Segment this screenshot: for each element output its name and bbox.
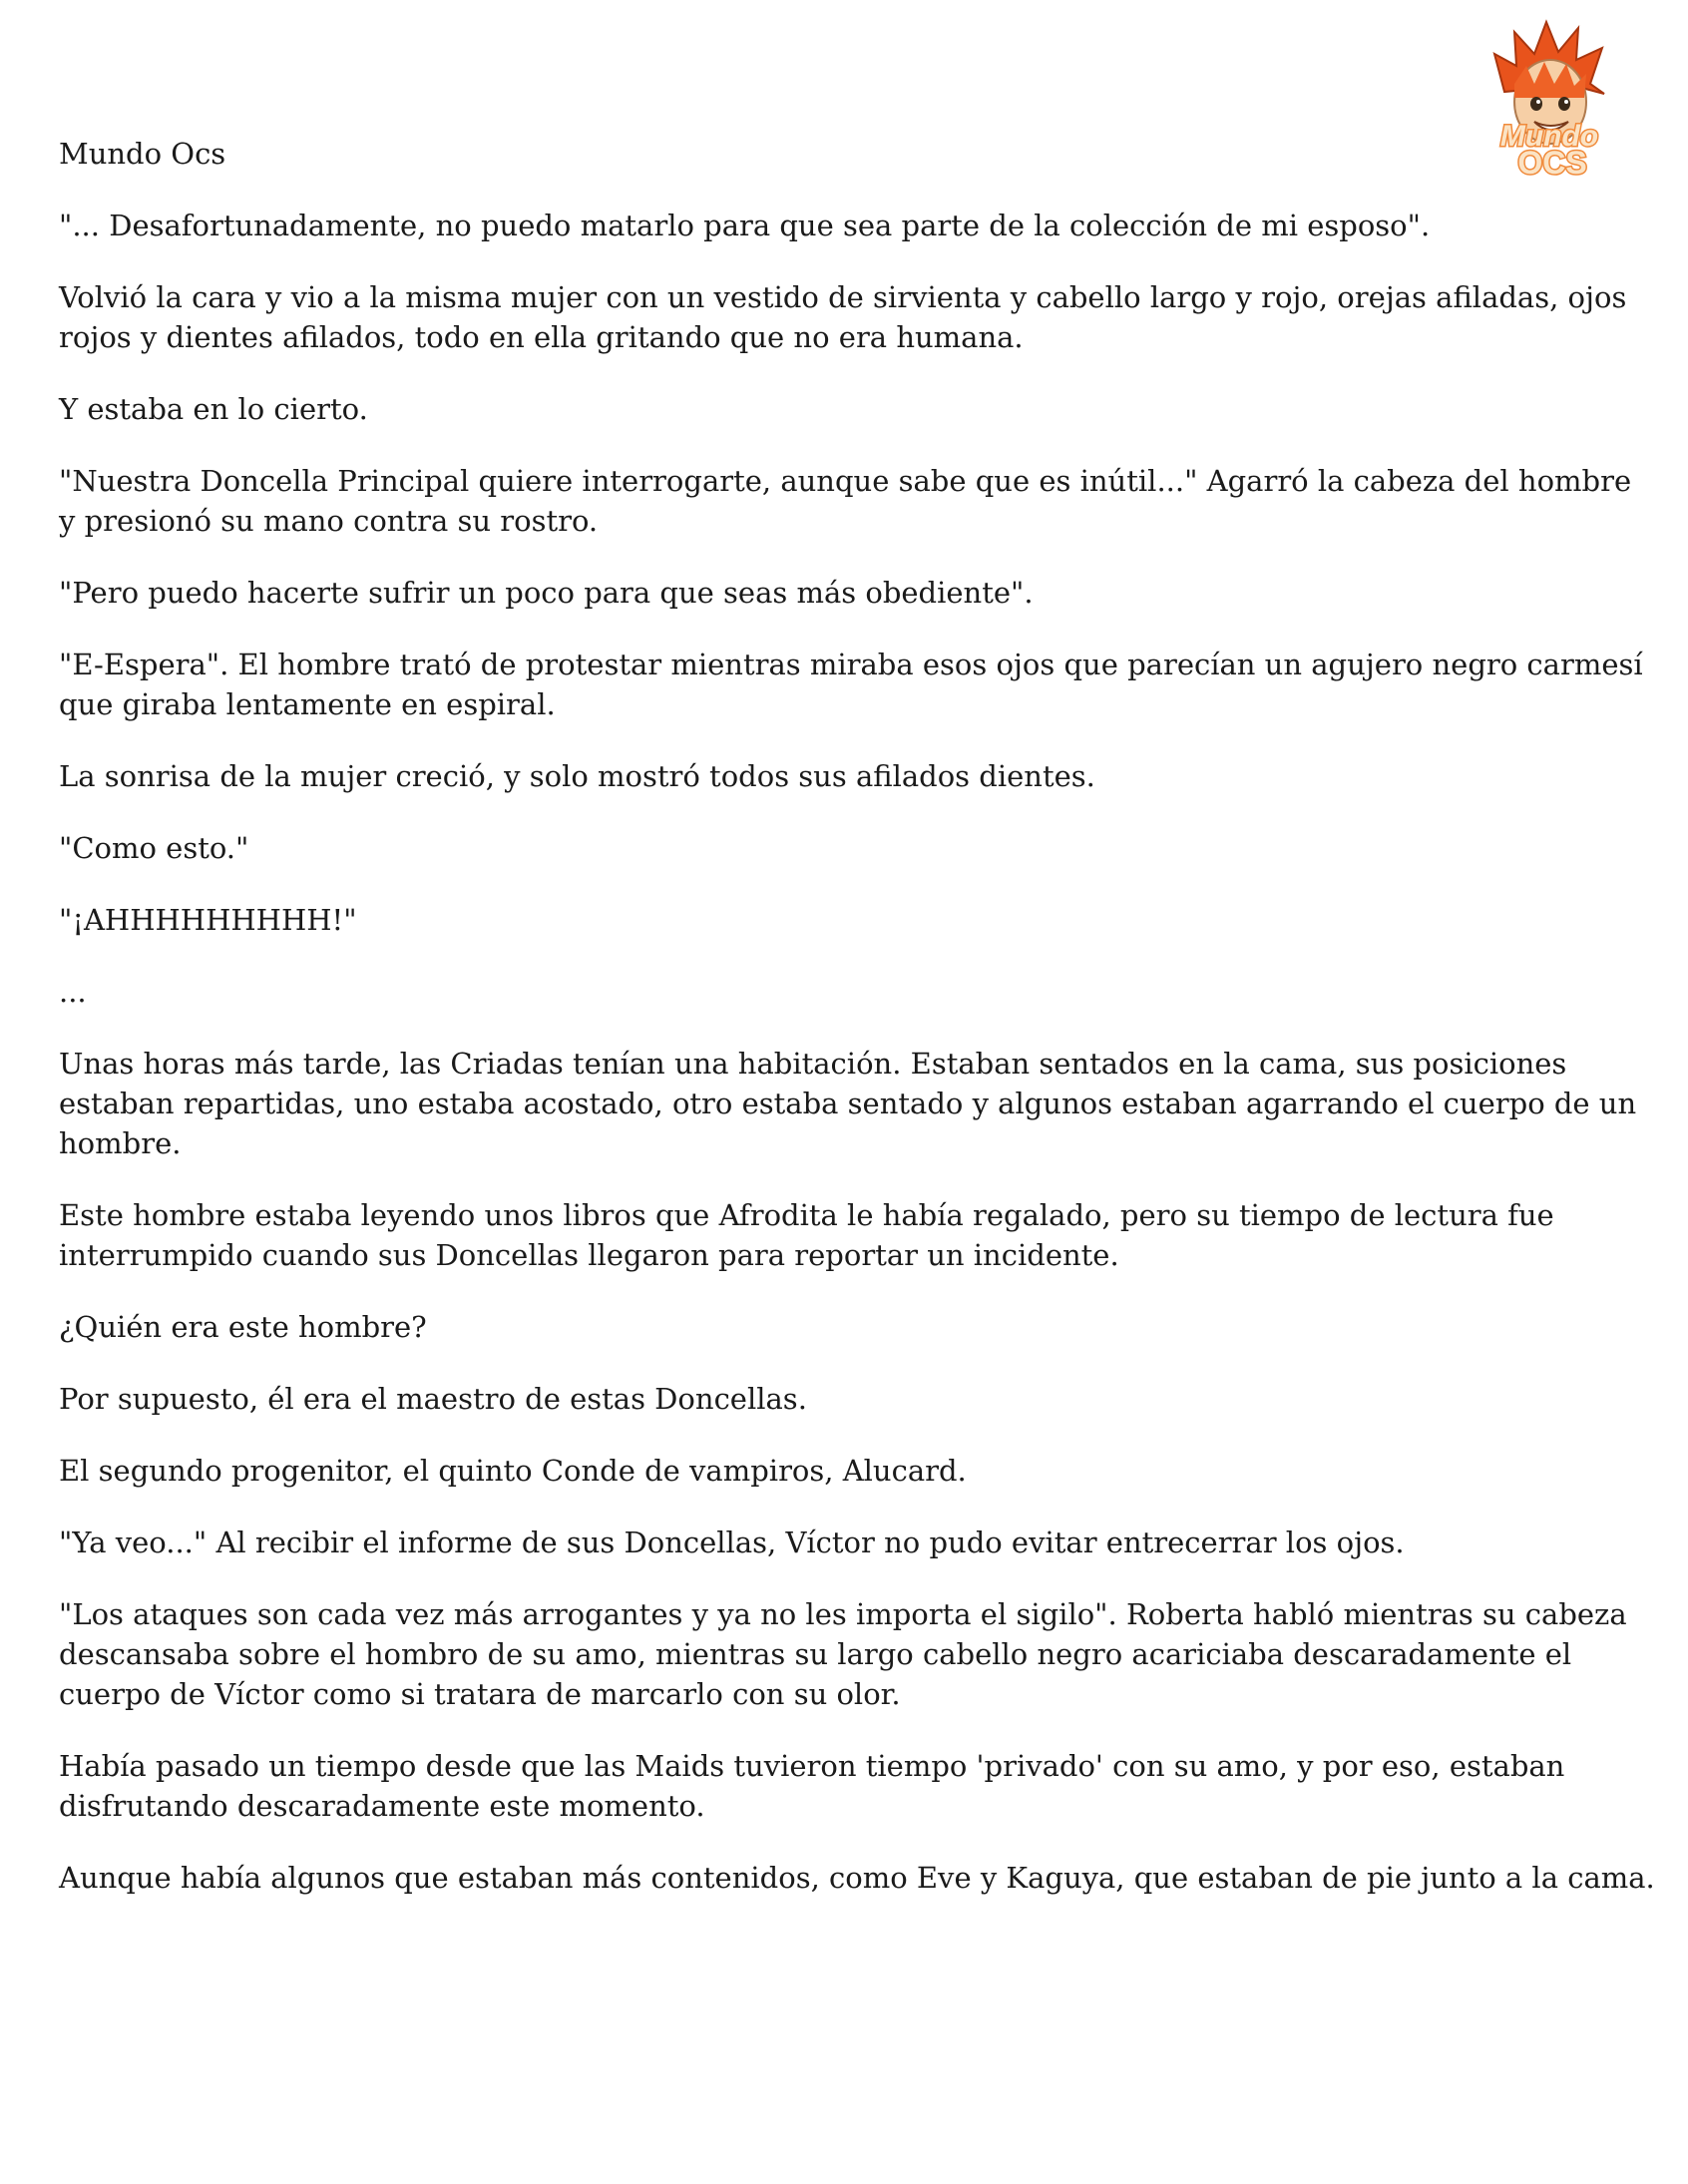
paragraph-11: Unas horas más tarde, las Criadas tenían una habitación. Estaban sentados en la cama, sus posiciones estaban repartidas, uno estaba acostado, otro estaba sentado y algunos estaban agarrando el cuerpo de un hombre.	[59, 1047, 1637, 1160]
paragraph-15: El segundo progenitor, el quinto Conde de vampiros, Alucard.	[59, 1454, 967, 1488]
logo-text-line2: OCS	[1517, 145, 1587, 181]
paragraph-17: "Los ataques son cada vez más arrogantes y ya no les importa el sigilo". Roberta habló mientras su cabeza descansaba sobre el hombro de su amo, mientras su largo cabello negro acariciaba descaradamente el cuerpo de Víctor como si tratara de marcarlo con su olor.	[59, 1597, 1627, 1711]
logo-text-line1: Mundo	[1499, 120, 1599, 153]
paragraph-6: "E-Espera". El hombre trató de protestar mientras miraba esos ojos que parecían un agujero negro carmesí que giraba lentamente en espiral.	[59, 648, 1643, 721]
paragraph-8: "Como esto."	[59, 831, 249, 865]
document-body	[59, 206, 1655, 1930]
paragraph-7: La sonrisa de la mujer creció, y solo mostró todos sus afilados dientes.	[59, 759, 1095, 793]
site-header: Mundo Ocs	[59, 137, 226, 171]
paragraph-16: "Ya veo..." Al recibir el informe de sus Doncellas, Víctor no pudo evitar entrecerrar los ojos.	[59, 1526, 1405, 1559]
mundo-ocs-logo	[1465, 14, 1634, 184]
paragraph-9: "¡AHHHHHHHHH!"	[59, 903, 357, 937]
paragraph-19: Aunque había algunos que estaban más contenidos, como Eve y Kaguya, que estaban de pie junto a la cama.	[59, 1861, 1655, 1895]
paragraph-1: "... Desafortunadamente, no puedo matarlo para que sea parte de la colección de mi esposo".	[59, 209, 1431, 242]
paragraph-13: ¿Quién era este hombre?	[59, 1310, 427, 1344]
paragraph-4: "Nuestra Doncella Principal quiere interrogarte, aunque sabe que es inútil..." Agarró la cabeza del hombre y presionó su mano contra su rostro.	[59, 464, 1632, 538]
paragraph-10: ...	[59, 975, 87, 1009]
paragraph-12: Este hombre estaba leyendo unos libros que Afrodita le había regalado, pero su tiempo de lectura fue interrumpido cuando sus Doncellas llegaron para reportar un incidente.	[59, 1198, 1554, 1272]
paragraph-5: "Pero puedo hacerte sufrir un poco para que seas más obediente".	[59, 576, 1034, 610]
paragraph-18: Había pasado un tiempo desde que las Maids tuvieron tiempo 'privado' con su amo, y por eso, estaban disfrutando descaradamente este momento.	[59, 1749, 1565, 1823]
paragraph-2: Volvió la cara y vio a la misma mujer con un vestido de sirvienta y cabello largo y rojo, orejas afiladas, ojos rojos y dientes afilados, todo en ella gritando que no era humana.	[59, 280, 1627, 354]
paragraph-3: Y estaba en lo cierto.	[59, 392, 368, 426]
paragraph-14: Por supuesto, él era el maestro de estas Doncellas.	[59, 1382, 807, 1416]
